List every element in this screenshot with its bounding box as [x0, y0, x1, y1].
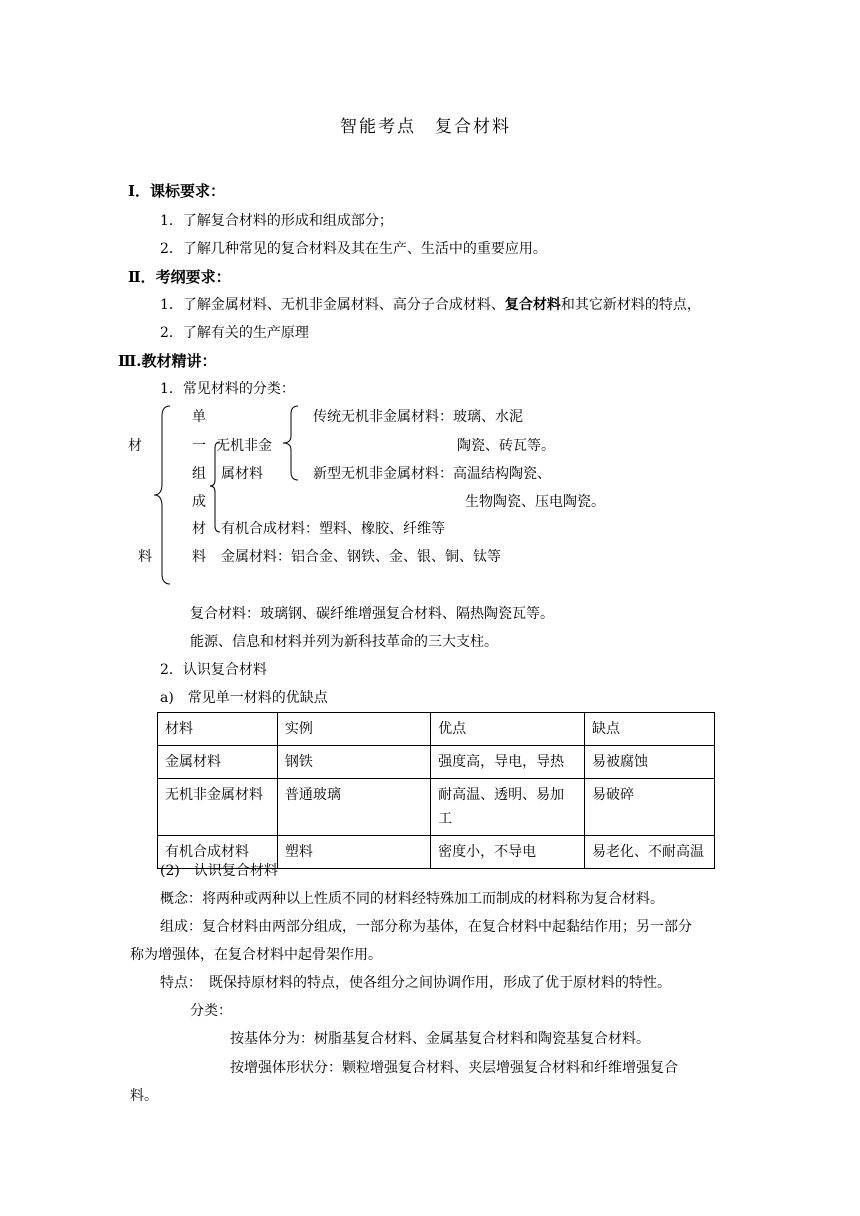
item1-bold: 复合材料 — [504, 297, 561, 313]
single-char-1: 单 — [192, 409, 206, 425]
by-matrix-line: 按基体分为：树脂基复合材料、金属基复合材料和陶瓷基复合材料。 — [230, 1031, 650, 1047]
part2-heading: (2) 认识复合材料 — [160, 863, 278, 879]
root-label-top: 材 — [128, 438, 142, 454]
table-row — [158, 779, 715, 836]
page-title: 智能考点 复合材料 — [340, 117, 511, 137]
section-2-item-2: 2．了解有关的生产原理 — [160, 325, 309, 341]
item1-post: 和其它新材料的特点， — [560, 297, 701, 313]
table-header-row — [158, 713, 715, 746]
new-line-2: 生物陶瓷、压电陶瓷。 — [465, 494, 605, 510]
feature-line: 特点： 既保持原材料的特点，使各组分之间协调作用，形成了优于原材料的特性。 — [160, 975, 671, 991]
single-char-6: 料 — [192, 549, 206, 565]
single-char-3: 组 — [192, 466, 206, 482]
table-cell: 金属材料 — [158, 746, 278, 779]
root-label-bottom: 料 — [138, 549, 152, 565]
table-cell: 易破碎 — [584, 779, 714, 836]
section-1-item-1: 1．了解复合材料的形成和组成部分； — [160, 213, 393, 229]
table-cell: 易被腐蚀 — [584, 746, 714, 779]
new-line-1: 新型无机非金属材料：高温结构陶瓷、 — [313, 466, 551, 482]
traditional-line-1: 传统无机非金属材料：玻璃、水泥 — [313, 409, 523, 425]
section-2-item-1 — [160, 296, 701, 314]
header-example: 实例 — [277, 713, 430, 746]
table-cell: 钢铁 — [277, 746, 430, 779]
single-char-2: 一 — [192, 438, 206, 454]
item1-pre: 1．了解金属材料、无机非金属材料、高分子合成材料、 — [160, 297, 505, 313]
recognize-heading: 2．认识复合材料 — [160, 662, 267, 678]
section-3-item-1: 1．常见材料的分类： — [160, 381, 295, 397]
table-cell: 塑料 — [277, 836, 430, 869]
section-1-heading: Ⅰ．课标要求： — [128, 182, 226, 200]
section-1-item-2: 2．了解几种常见的复合材料及其在生产、生活中的重要应用。 — [160, 241, 547, 257]
composition-line-1: 组成：复合材料由两部分组成，一部分称为基体，在复合材料中起黏结作用；另一部分 — [160, 919, 692, 935]
main-brace — [150, 404, 174, 586]
single-char-5: 材 — [192, 521, 206, 537]
header-material: 材料 — [158, 713, 278, 746]
table-row — [158, 746, 715, 779]
table-cell: 密度小，不导电 — [431, 836, 585, 869]
materials-table — [157, 712, 715, 869]
composition-line-2: 称为增强体，在复合材料中起骨架作用。 — [130, 947, 382, 963]
metal-line: 金属材料：铝合金、钢铁、金、银、铜、钛等 — [221, 549, 501, 565]
pillars-line: 能源、信息和材料并列为新科技革命的三大支柱。 — [190, 634, 498, 650]
section-2-heading: Ⅱ．考纲要求： — [128, 268, 231, 286]
organic-line: 有机合成材料：塑料、橡胶、纤维等 — [221, 521, 445, 537]
concept-line: 概念：将两种或两种以上性质不同的材料经特殊加工而制成的材料称为复合材料。 — [160, 891, 664, 907]
classify-label: 分类： — [190, 1003, 232, 1019]
inorganic-label-2: 属材料 — [221, 466, 263, 482]
by-shape-line-1: 按增强体形状分：颗粒增强复合材料、夹层增强复合材料和纤维增强复合 — [230, 1060, 678, 1076]
single-char-4: 成 — [192, 494, 206, 510]
composite-line: 复合材料：玻璃钢、碳纤维增强复合材料、隔热陶瓷瓦等。 — [190, 606, 554, 622]
table-cell: 无机非金属材料 — [158, 779, 278, 836]
table-cell: 有机合成材料 — [158, 836, 278, 869]
traditional-line-2: 陶瓷、砖瓦等。 — [457, 438, 555, 454]
header-advantage: 优点 — [431, 713, 585, 746]
header-disadvantage: 缺点 — [584, 713, 714, 746]
table-cell: 普通玻璃 — [277, 779, 430, 836]
table-cell: 强度高，导电，导热 — [431, 746, 585, 779]
inorganic-label-1: 无机非金 — [216, 438, 272, 454]
table-cell: 易老化、不耐高温 — [584, 836, 714, 869]
table-cell: 耐高温、透明、易加工 — [431, 779, 585, 836]
section-3-heading: Ⅲ.教材精讲： — [118, 352, 217, 370]
recognize-sub-a: a) 常见单一材料的优缺点 — [160, 690, 328, 706]
by-shape-line-2: 料。 — [130, 1088, 158, 1104]
inorganic-brace — [280, 404, 302, 482]
